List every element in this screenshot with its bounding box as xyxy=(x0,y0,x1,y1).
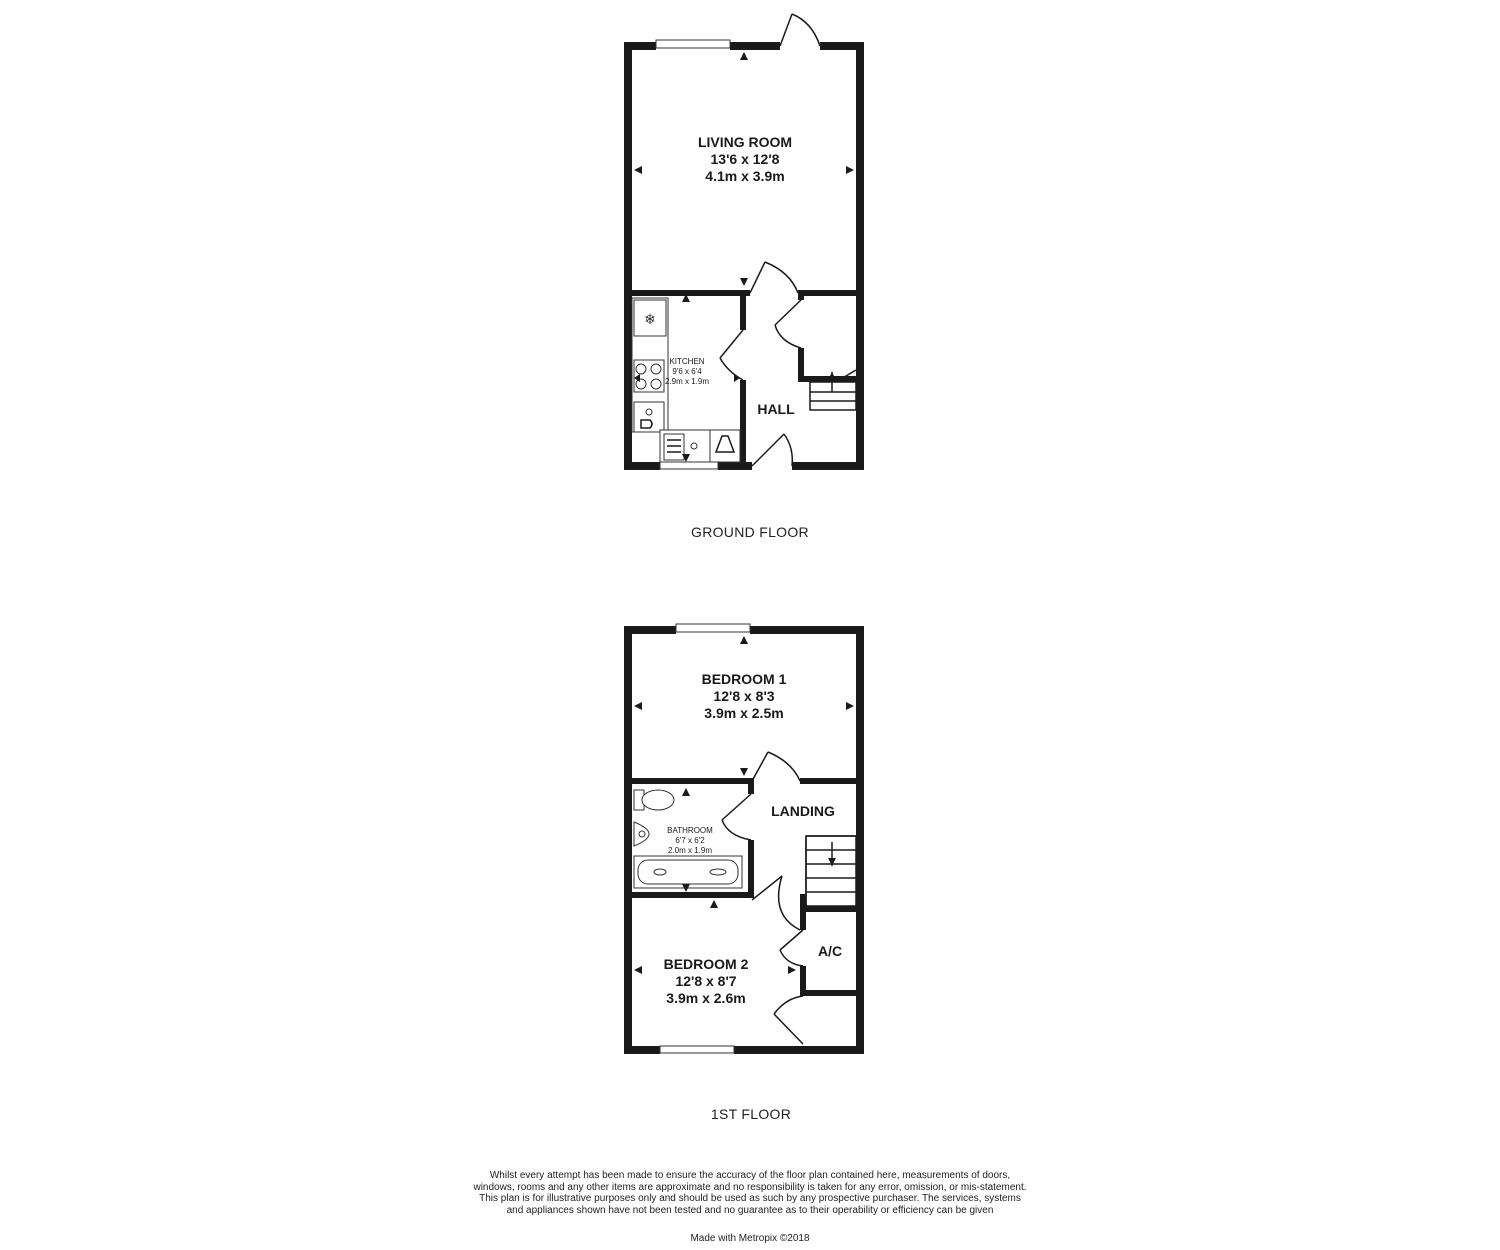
landing-name: LANDING xyxy=(771,803,835,819)
living-room-imperial: 13'6 x 12'8 xyxy=(710,151,780,167)
bedroom2-imperial: 12'8 x 8'7 xyxy=(675,973,737,989)
gf-wall-living-kitchen xyxy=(630,290,750,296)
gf-wall-west xyxy=(624,42,632,470)
gf-kitchen-door xyxy=(720,330,743,358)
ff-bed2-door-swing xyxy=(779,876,800,930)
kitchen-imperial: 9'6 x 6'4 xyxy=(672,367,702,376)
boiler-unit xyxy=(710,430,740,462)
ff-wall-north-a xyxy=(624,626,676,634)
bedroom1-name: BEDROOM 1 xyxy=(701,671,787,687)
gf-wall-living-store xyxy=(798,290,858,296)
first-floor-title: 1ST FLOOR xyxy=(710,1106,792,1122)
ff-wall-west xyxy=(624,626,632,1054)
gf-store-wall-a xyxy=(798,290,804,300)
living-room-metric: 4.1m x 3.9m xyxy=(705,168,785,184)
bathroom-metric: 2.0m x 1.9m xyxy=(667,846,713,855)
ff-wall-east xyxy=(856,626,864,1054)
gf-window-south xyxy=(660,462,718,469)
gf-wall-north-a xyxy=(624,42,656,50)
ff-ac-wall-a xyxy=(800,894,806,930)
ac-name: A/C xyxy=(817,943,843,959)
gf-wall-south-c xyxy=(792,462,864,470)
gf-store-door-swing xyxy=(775,325,801,348)
bedroom2-name: BEDROOM 2 xyxy=(663,956,749,972)
ff-bath-door xyxy=(722,794,751,820)
gf-wall-east xyxy=(856,42,864,470)
ff-wall-bed1-bath xyxy=(630,778,752,784)
ground-floor-plan xyxy=(624,14,864,470)
gf-hall-door xyxy=(752,434,784,466)
ff-window-south xyxy=(660,1046,734,1053)
kitchen-metric: 2.9m x 1.9m xyxy=(664,377,710,386)
ff-wardrobe-door xyxy=(774,1014,803,1044)
gf-wall-north-c xyxy=(820,42,864,50)
gf-kitchen-door-swing xyxy=(720,358,743,380)
gf-front-door xyxy=(780,14,792,46)
ff-stairs xyxy=(806,836,856,906)
ff-bed2-door xyxy=(752,876,782,900)
bedroom1-imperial: 12'8 x 8'3 xyxy=(713,688,775,704)
ff-bath-door-swing xyxy=(722,820,751,840)
gf-living-door xyxy=(750,262,765,293)
ff-bed1-door-swing xyxy=(768,752,800,781)
hall-name: HALL xyxy=(757,401,795,417)
ff-wall-bed2-north xyxy=(630,892,754,898)
gf-store-wall-c xyxy=(798,376,858,382)
bathroom-name: BATHROOM xyxy=(667,826,713,835)
gf-store-door xyxy=(775,300,801,325)
ff-wardrobe-door-swing xyxy=(774,996,803,1014)
gf-kitchen-wall-a xyxy=(740,290,746,330)
gf-kitchen-wall-b xyxy=(740,380,746,470)
ff-wall-south-a xyxy=(624,1046,660,1054)
toilet-bowl xyxy=(642,790,674,810)
gf-wall-south-a xyxy=(624,462,660,470)
ff-bath-wall-a xyxy=(748,778,754,794)
first-floor-plan xyxy=(624,624,864,1054)
ff-window-north xyxy=(676,624,750,632)
bedroom2-metric: 3.9m x 2.6m xyxy=(666,990,746,1006)
disclaimer-text: Whilst every attempt has been made to ensure the accuracy of the floor plan contained here, measurements of doors, windows, rooms and any other items are approximate and no responsibility is taken for any error, omission, or mis-statement. This plan is for illustrative purposes only and should be used as such by any prospective purchaser. The services, systems and appliances shown have not been tested and no guarantee as to their operability or efficiency can be given xyxy=(473,1170,1027,1216)
ff-ac-door xyxy=(780,930,803,950)
ff-wall-ac-north xyxy=(806,906,858,912)
credit-text: Made with Metropix ©2018 xyxy=(690,1233,810,1244)
gf-living-door-swing xyxy=(765,262,798,293)
ff-ac-wall-south xyxy=(800,990,858,996)
gf-front-door-swing xyxy=(792,14,820,46)
ff-wall-south-b xyxy=(734,1046,864,1054)
ground-floor-title: GROUND FLOOR xyxy=(691,524,809,540)
gf-wall-north-b xyxy=(730,42,780,50)
ff-wall-bed1-landing xyxy=(800,778,858,784)
gf-window-north xyxy=(656,40,730,48)
bathroom-imperial: 6'7 x 6'2 xyxy=(675,836,705,845)
gf-hall-door-swing xyxy=(784,434,792,466)
snowflake-icon: ❄ xyxy=(644,311,656,327)
ff-bed1-door xyxy=(752,752,768,781)
ff-bath-wall-b xyxy=(748,840,754,898)
ff-ac-door-swing xyxy=(780,950,803,966)
bedroom1-metric: 3.9m x 2.5m xyxy=(704,705,784,721)
living-room-name: LIVING ROOM xyxy=(697,134,793,150)
kitchen-name: KITCHEN xyxy=(669,357,705,366)
ff-wall-north-b xyxy=(750,626,864,634)
gf-wall-south-b xyxy=(718,462,752,470)
